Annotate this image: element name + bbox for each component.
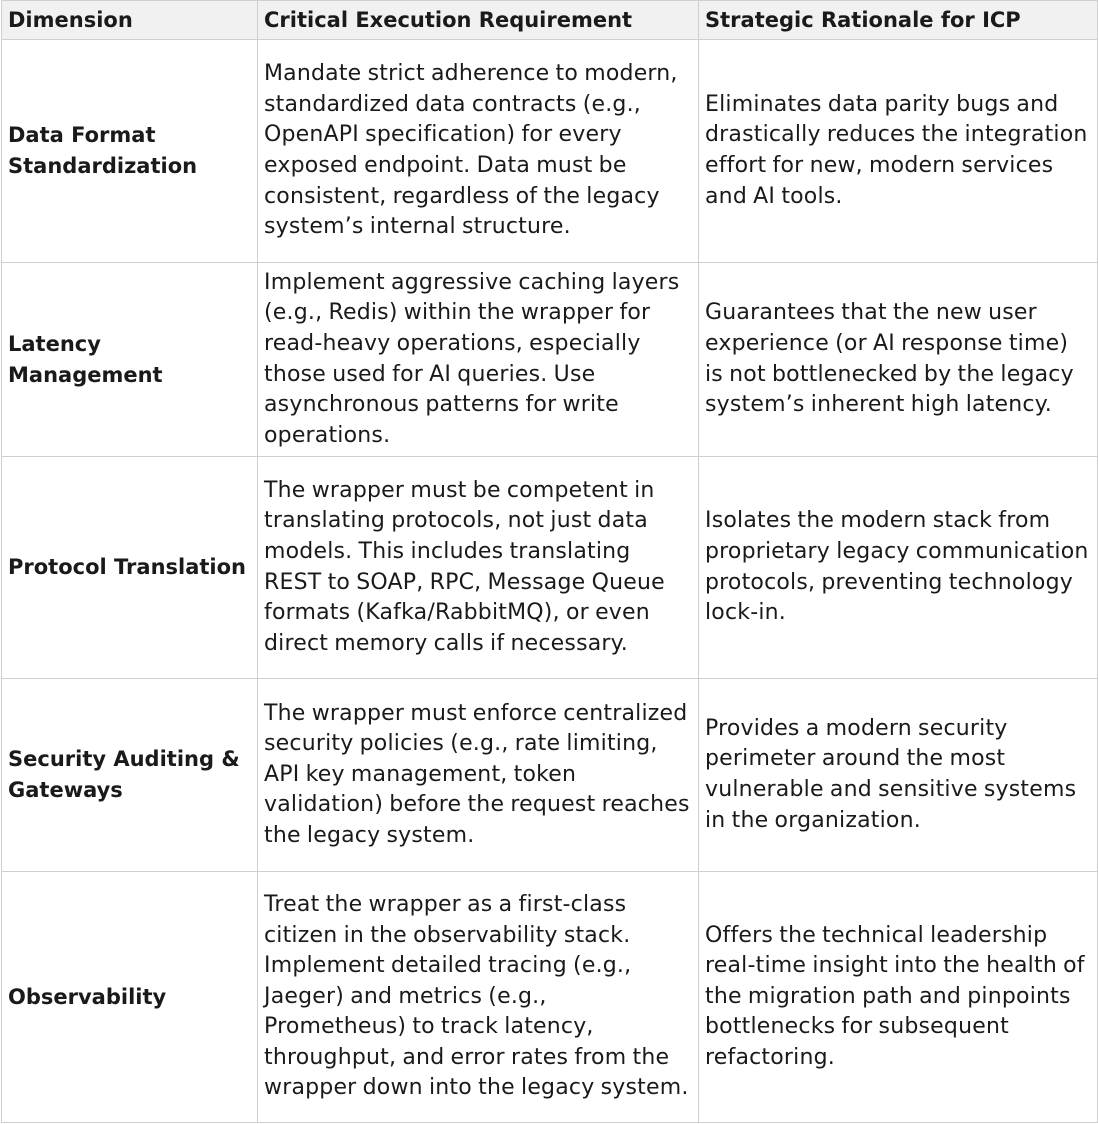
header-rationale: Strategic Rationale for ICP: [699, 1, 1098, 40]
requirements-table: [1, 0, 1098, 1123]
table-row: [2, 263, 1098, 457]
dimension-cell: Security Auditing & Gateways: [2, 679, 258, 872]
requirement-cell: The wrapper must enforce centralized security policies (e.g., rate limiting, API key management, token validation) before the request reaches the legacy system.: [258, 679, 699, 872]
rationale-cell: Offers the technical leadership real-time insight into the health of the migration path and pinpoints bottlenecks for subsequent refactoring.: [699, 872, 1098, 1123]
rationale-cell: Provides a modern security perimeter around the most vulnerable and sensitive systems in the organization.: [699, 679, 1098, 872]
header-requirement: Critical Execution Requirement: [258, 1, 699, 40]
requirement-cell: Mandate strict adherence to modern, standardized data contracts (e.g., OpenAPI specification) for every exposed endpoint. Data must be consistent, regardless of the legacy system’s internal structure.: [258, 40, 699, 263]
requirement-cell: Implement aggressive caching layers (e.g., Redis) within the wrapper for read-heavy operations, especially those used for AI queries. Use asynchronous patterns for write operations.: [258, 263, 699, 457]
table-row: [2, 457, 1098, 679]
requirement-cell: The wrapper must be competent in translating protocols, not just data models. This includes translating REST to SOAP, RPC, Message Queue formats (Kafka/RabbitMQ), or even direct memory calls if necessary.: [258, 457, 699, 679]
dimension-cell: Protocol Translation: [2, 457, 258, 679]
rationale-cell: Isolates the modern stack from proprietary legacy communication protocols, preventing technology lock-in.: [699, 457, 1098, 679]
header-dimension: Dimension: [2, 1, 258, 40]
rationale-cell: Guarantees that the new user experience (or AI response time) is not bottlenecked by the legacy system’s inherent high latency.: [699, 263, 1098, 457]
table-row: [2, 679, 1098, 872]
rationale-cell: Eliminates data parity bugs and drastically reduces the integration effort for new, modern services and AI tools.: [699, 40, 1098, 263]
dimension-cell: Data Format Standardization: [2, 40, 258, 263]
dimension-cell: Observability: [2, 872, 258, 1123]
header-row: [2, 1, 1098, 40]
requirement-cell: Treat the wrapper as a first-class citizen in the observability stack. Implement detailed tracing (e.g., Jaeger) and metrics (e.g., Prometheus) to track latency, throughput, and error rates from the wrapper down into the legacy system.: [258, 872, 699, 1123]
table-row: [2, 40, 1098, 263]
table-row: [2, 872, 1098, 1123]
dimension-cell: Latency Management: [2, 263, 258, 457]
